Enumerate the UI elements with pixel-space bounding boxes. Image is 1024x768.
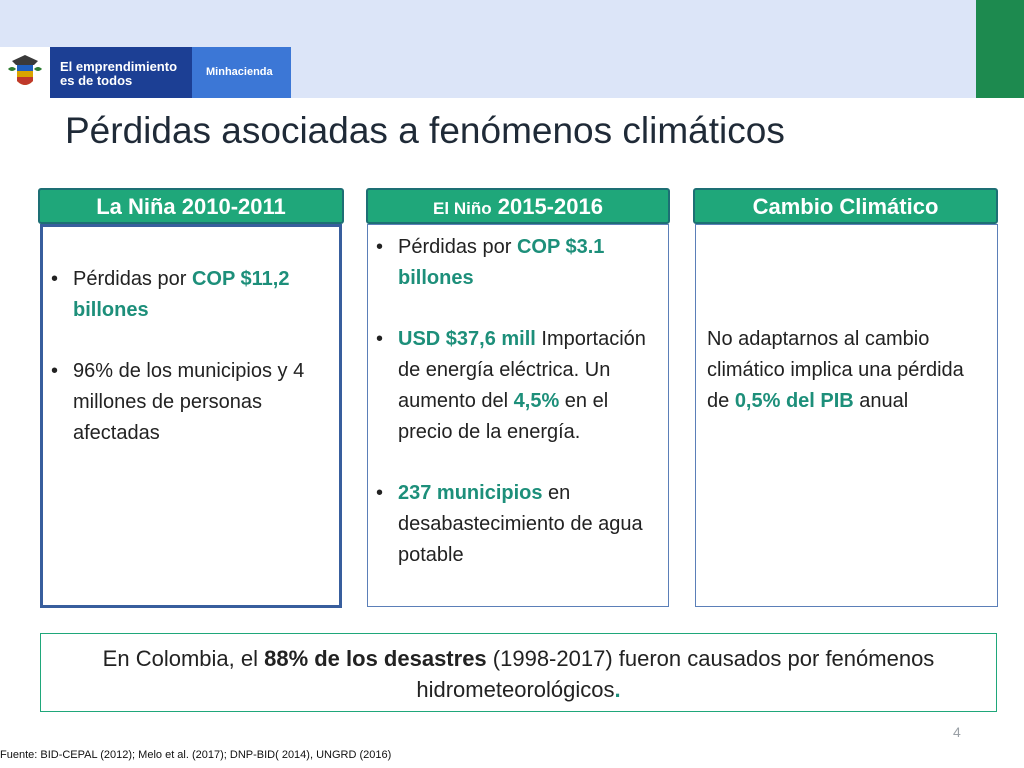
la-nina-bullet-losses (43, 264, 331, 326)
header-cambio-climatico (693, 188, 998, 224)
header-cambio-label: Cambio Climático (752, 194, 939, 219)
brand-line-1: El emprendimiento (60, 59, 178, 74)
highlight-amount: COP $3.1 billones (398, 236, 605, 289)
el-nino-bullet-energy (368, 324, 660, 448)
highlight-usd: USD $37,6 mill (398, 328, 536, 350)
cambio-text (696, 225, 997, 417)
text: Importación de energía eléctrica. Un aumento del (398, 328, 646, 412)
highlight-percent: 4,5% (513, 390, 560, 412)
note-bold: 88% de los desastres (264, 646, 487, 671)
ministry-logo (192, 47, 291, 98)
la-nina-box (40, 224, 342, 608)
source-citation: Fuente: BID-CEPAL (2012); Melo et al. (2017); DNP-BID( 2014), UNGRD (2016) (0, 749, 392, 761)
text: Pérdidas por (398, 236, 517, 258)
el-nino-bullet-losses (368, 232, 660, 294)
el-nino-bullet-water (368, 478, 660, 571)
header-la-nina (38, 188, 344, 224)
page-number: 4 (953, 724, 961, 740)
green-accent-strip (976, 0, 1024, 98)
highlight-pib: 0,5% del PIB (734, 390, 854, 412)
header-el-nino (366, 188, 670, 224)
la-nina-list (43, 264, 339, 449)
summary-note (40, 633, 997, 712)
highlight-amount: COP $11,2 billones (73, 268, 290, 321)
brand-logo (50, 47, 192, 98)
crest-logo (0, 47, 50, 98)
la-nina-bullet-affected (43, 356, 331, 449)
text: Pérdidas por (73, 268, 192, 290)
ministry-label: Minhacienda (206, 66, 273, 78)
text: anual (853, 390, 909, 412)
text: en desabastecimiento de agua potable (398, 482, 643, 566)
brand-line-2: es de todos (60, 73, 133, 88)
slide-title: Pérdidas asociadas a fenómenos climáticos (65, 110, 785, 151)
text: No adaptarnos al cambio climático implica una pérdida de (707, 328, 964, 412)
header-el-nino-years: 2015-2016 (497, 194, 603, 219)
el-nino-list (368, 232, 668, 571)
text: en el precio de la energía. (398, 390, 609, 443)
note-dot: . (614, 677, 621, 702)
note-text: (1998-2017) fueron causados por fenómenos hidrometeorológicos (416, 646, 935, 702)
colombia-crest-icon (0, 47, 50, 98)
el-nino-box (367, 224, 669, 607)
highlight-municipios: 237 municipios (398, 482, 543, 504)
note-text: En Colombia, el (102, 646, 265, 671)
cambio-climatico-box (695, 224, 998, 607)
header-la-nina-label: La Niña 2010-2011 (96, 194, 286, 219)
text: 96% de los municipios y 4 millones de personas afectadas (73, 360, 305, 444)
header-el-nino-small: El Niño (433, 199, 492, 218)
